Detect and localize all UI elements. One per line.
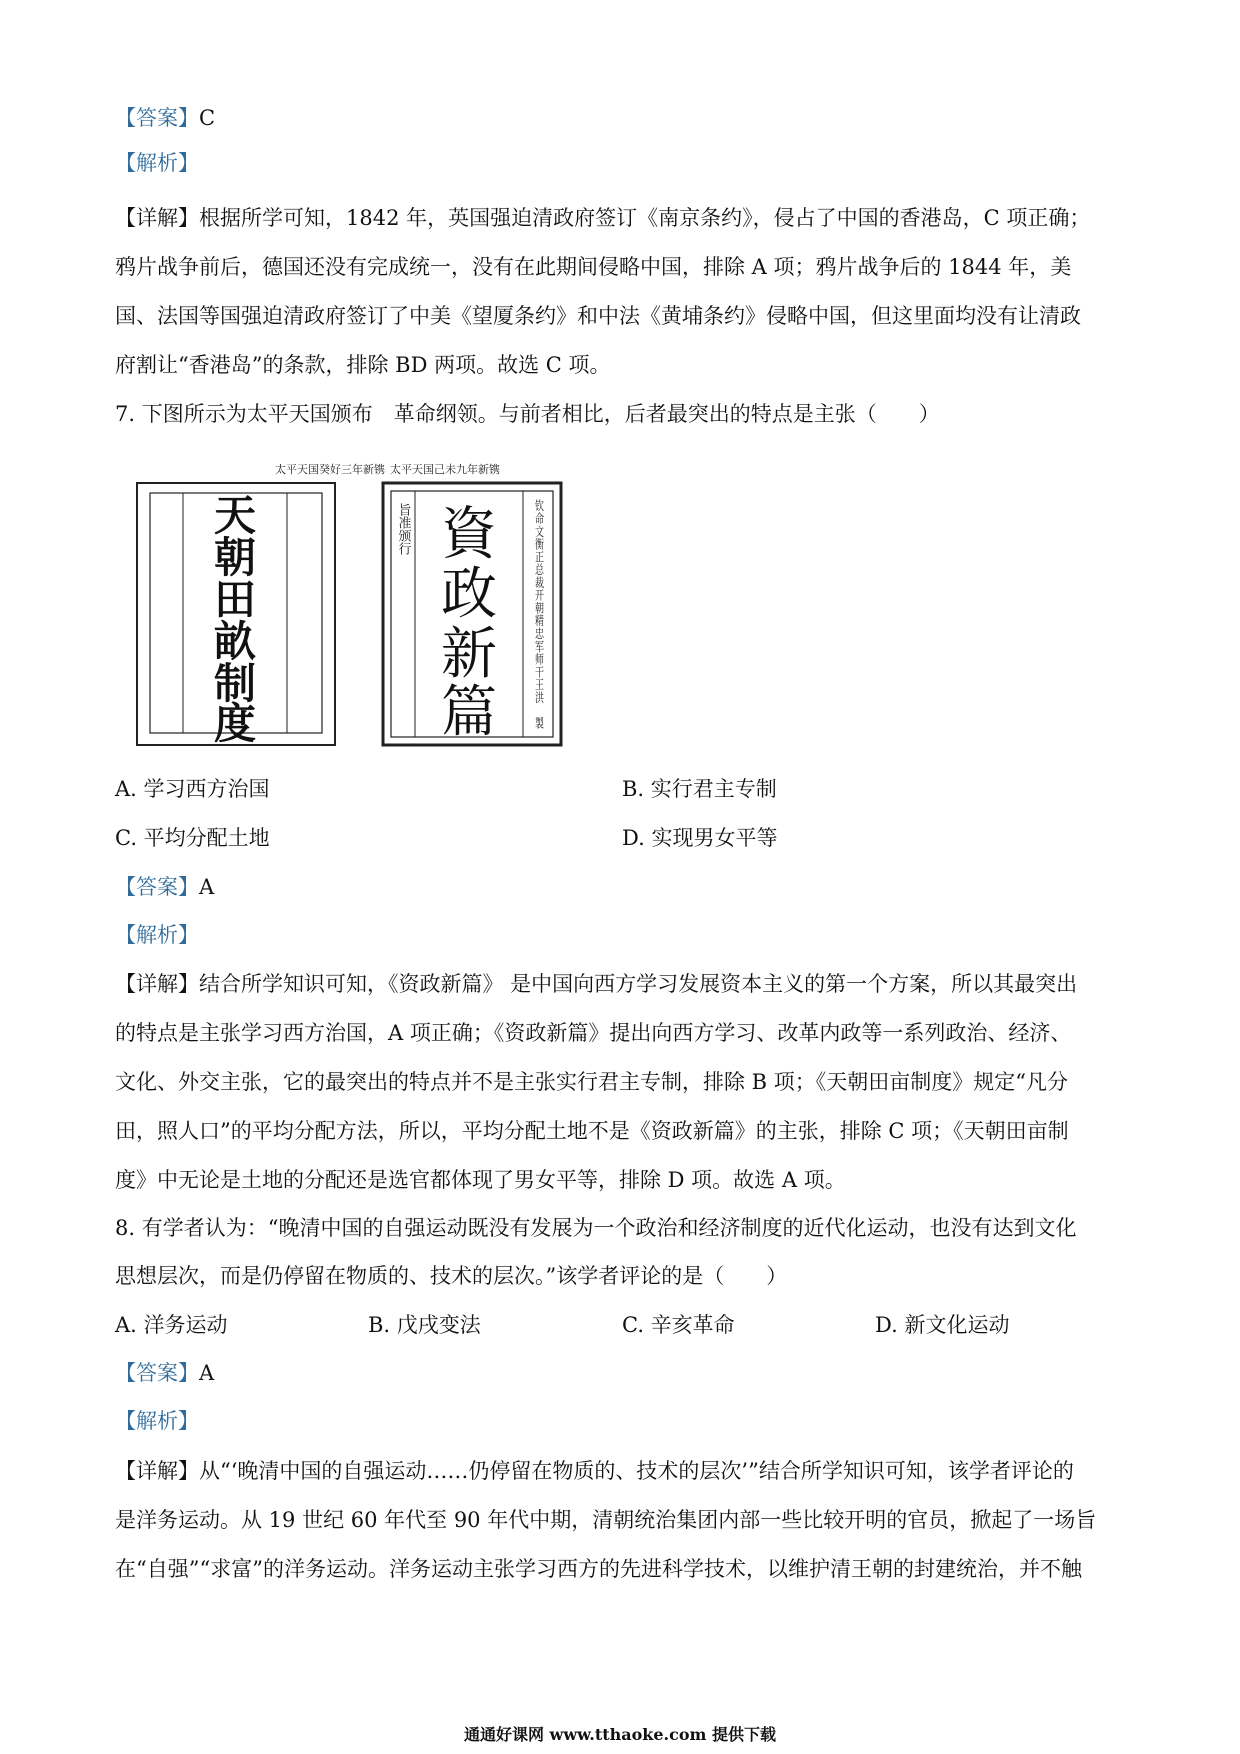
book1-title-char-3: 田 <box>213 575 257 624</box>
q7-option-a: A. 学习西方治国 <box>115 777 270 801</box>
q8-option-c: C. 辛亥革命 <box>622 1313 735 1337</box>
book2-title-char-4: 篇 <box>441 680 497 745</box>
q6-analysis-line <box>115 148 199 178</box>
q7-figure <box>125 455 565 755</box>
page-footer: 通通好课网 www.tthaoke.com 提供下载 <box>463 1725 777 1744</box>
q8-option-a: A. 洋务运动 <box>115 1313 228 1337</box>
q7-detail-line-3: 文化、外交主张，它的最突出的特点并不是主张实行君主专制，排除 B 项；《天朝田亩制度》规定“凡分 <box>115 1070 1069 1094</box>
q6-detail-line-3: 国、法国等国强迫清政府签订了中美《望厦条约》和中法《黄埔条约》侵略中国，但这里面均没有让清政 <box>115 304 1081 328</box>
book1-caption: 太平天国癸好三年新镌 <box>275 463 385 476</box>
answer-value: A <box>199 1361 215 1385</box>
detail-tag: 【详解】 <box>115 206 199 230</box>
q7-detail-line-5: 度》中无论是土地的分配还是选官都体现了男女平等，排除 D 项。故选 A 项。 <box>115 1168 846 1192</box>
q6-detail-line-2: 鸦片战争前后，德国还没有完成统一，没有在此期间侵略中国，排除 A 项；鸦片战争后的 1844 年，美 <box>115 255 1072 279</box>
book2-caption: 太平天国己未九年新镌 <box>390 463 500 476</box>
book-tianchao-tianmu <box>137 462 385 748</box>
book2-title-char-2: 政 <box>441 562 497 627</box>
q7-option-b: B. 实行君主专制 <box>622 777 777 801</box>
answer-tag: 【答案】 <box>115 1361 199 1385</box>
answer-tag: 【答案】 <box>115 106 199 130</box>
q8-answer-line <box>115 1358 214 1388</box>
book1-title-char-6: 度 <box>213 699 257 748</box>
analysis-tag: 【解析】 <box>115 1409 199 1433</box>
q8-stem-line-2: 思想层次，而是仍停留在物质的、技术的层次。”该学者评论的是（ ） <box>115 1264 788 1288</box>
analysis-tag: 【解析】 <box>115 151 199 175</box>
q7-option-c: C. 平均分配土地 <box>115 826 270 850</box>
q6-detail-line-4: 府割让“香港岛”的条款，排除 BD 两项。故选 C 项。 <box>115 353 611 377</box>
q8-detail-line-1 <box>115 1456 1074 1486</box>
q8-option-b: B. 戊戌变法 <box>368 1313 481 1337</box>
book-zizheng-xinpian <box>383 462 561 745</box>
detail-text: 从“‘晚清中国的自强运动……仍停留在物质的、技术的层次’”结合所学知识可知，该学者评论的 <box>199 1459 1074 1483</box>
q8-option-d: D. 新文化运动 <box>875 1313 1010 1337</box>
book2-title-char-3: 新 <box>441 622 497 687</box>
q7-detail-line-2: 的特点是主张学习西方治国，A 项正确；《资政新篇》提出向西方学习、改革内政等一系列政治、经济、 <box>115 1021 1072 1045</box>
book1-title-char-1: 天 <box>213 491 257 540</box>
q8-detail-line-3: 在“自强”“求富”的洋务运动。洋务运动主张学习西方的先进科学技术，以维护清王朝的封建统治，并不触 <box>115 1557 1082 1581</box>
q6-detail-line-1 <box>115 203 1090 233</box>
book2-right-text: 钦命文衡正总裁开朝精忠军师干王洪 製 <box>533 499 543 661</box>
q7-option-d: D. 实现男女平等 <box>622 826 778 850</box>
detail-tag: 【详解】 <box>115 1459 199 1483</box>
detail-tag: 【详解】 <box>115 972 199 996</box>
book1-title-char-2: 朝 <box>213 533 257 582</box>
q7-detail-line-4: 田，照人口”的平均分配方法，所以，平均分配土地不是《资政新篇》的主张，排除 C 项；《天朝田亩制 <box>115 1119 1069 1143</box>
q8-analysis-line <box>115 1406 199 1436</box>
detail-text: 根据所学可知，1842 年，英国强迫清政府签订《南京条约》，侵占了中国的香港岛，C 项正确； <box>199 206 1091 230</box>
q7-stem: 7. 下图所示为太平天国颁布 革命纲领。与前者相比，后者最突出的特点是主张（ ） <box>115 402 940 426</box>
book2-side-text: 旨准颁行 <box>395 503 411 555</box>
q7-detail-line-1 <box>115 969 1077 999</box>
analysis-tag: 【解析】 <box>115 923 199 947</box>
answer-value: C <box>199 106 216 130</box>
q7-analysis-line <box>115 920 199 950</box>
q8-detail-line-2: 是洋务运动。从 19 世纪 60 年代至 90 年代中期，清朝统治集团内部一些比较开明的官员，掀起了一场旨 <box>115 1508 1097 1532</box>
book1-title-char-4: 畝 <box>213 617 257 666</box>
q8-stem-line-1: 8. 有学者认为：“晚清中国的自强运动既没有发展为一个政治和经济制度的近代化运动，也没有达到文化 <box>115 1216 1077 1240</box>
book2-title-char-1: 資 <box>441 502 497 567</box>
answer-value: A <box>199 875 215 899</box>
answer-tag: 【答案】 <box>115 875 199 899</box>
q7-answer-line <box>115 872 214 902</box>
detail-text: 结合所学知识可知，《资政新篇》 是中国向西方学习发展资本主义的第一个方案，所以其最突出 <box>199 972 1078 996</box>
q6-answer-line <box>115 103 215 133</box>
book1-title-char-5: 制 <box>213 659 257 708</box>
